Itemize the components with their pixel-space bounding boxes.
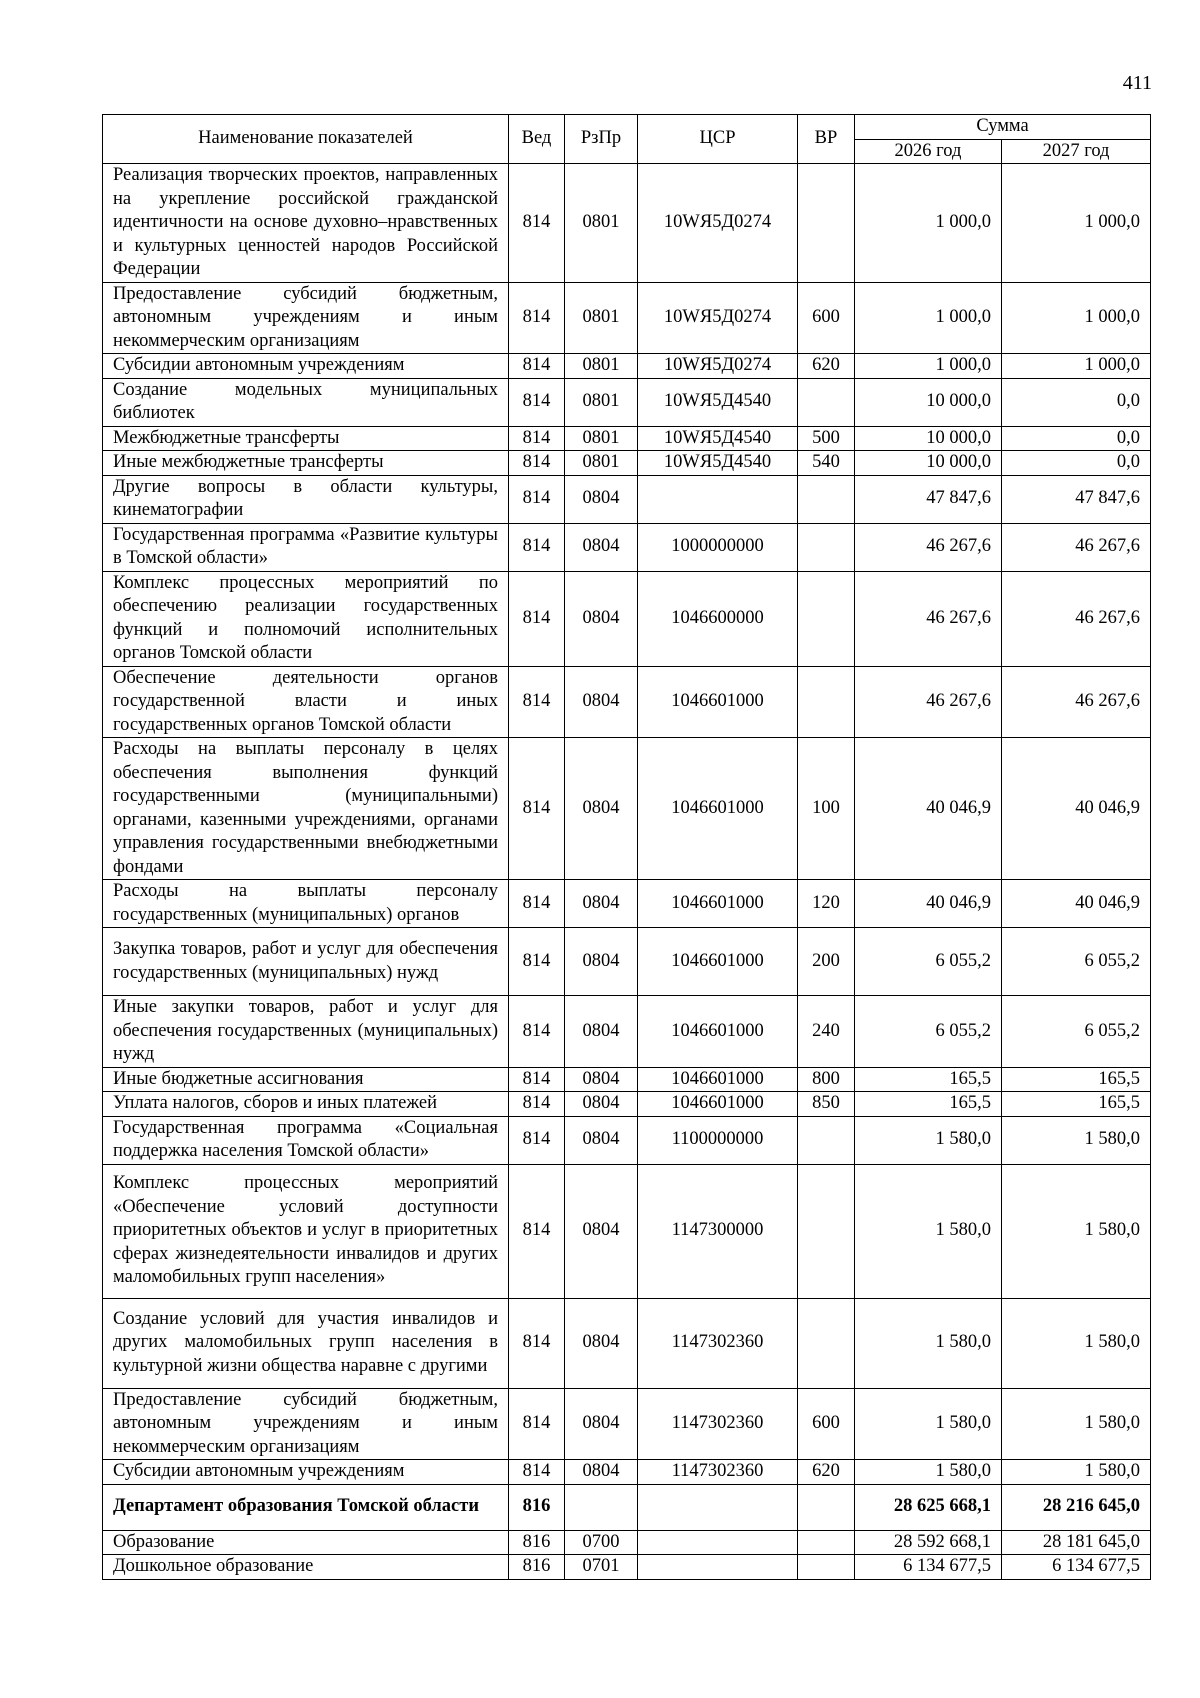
cell-name: Государственная программа «Развитие культуры в Томской области» xyxy=(103,523,509,571)
cell-sum-2027: 28 216 645,0 xyxy=(1002,1484,1151,1530)
header-year-2026: 2026 год xyxy=(855,139,1002,164)
cell-csr: 1046601000 xyxy=(638,928,798,996)
cell-sum-2026: 46 267,6 xyxy=(855,666,1002,738)
cell-vr: 850 xyxy=(798,1092,855,1117)
cell-csr: 10WЯ5Д4540 xyxy=(638,426,798,451)
cell-rzpr: 0801 xyxy=(565,426,638,451)
table-row xyxy=(103,282,1151,354)
cell-name: Дошкольное образование xyxy=(103,1555,509,1580)
cell-ved: 814 xyxy=(509,738,565,880)
cell-sum-2027: 1 580,0 xyxy=(1002,1298,1151,1388)
cell-name: Субсидии автономным учреждениям xyxy=(103,354,509,379)
cell-csr: 1046601000 xyxy=(638,738,798,880)
cell-sum-2027: 28 181 645,0 xyxy=(1002,1530,1151,1555)
cell-sum-2027: 1 580,0 xyxy=(1002,1164,1151,1298)
cell-sum-2027: 40 046,9 xyxy=(1002,738,1151,880)
table-row xyxy=(103,1092,1151,1117)
cell-sum-2027: 1 580,0 xyxy=(1002,1388,1151,1460)
cell-vr xyxy=(798,378,855,426)
cell-ved: 814 xyxy=(509,1460,565,1485)
cell-ved: 814 xyxy=(509,426,565,451)
cell-sum-2026: 1 000,0 xyxy=(855,282,1002,354)
cell-name: Расходы на выплаты персоналу государственных (муниципальных) органов xyxy=(103,880,509,928)
cell-vr: 200 xyxy=(798,928,855,996)
cell-ved: 814 xyxy=(509,928,565,996)
cell-sum-2026: 46 267,6 xyxy=(855,571,1002,666)
cell-rzpr xyxy=(565,1484,638,1530)
cell-sum-2026: 1 580,0 xyxy=(855,1116,1002,1164)
cell-rzpr: 0804 xyxy=(565,571,638,666)
cell-sum-2026: 28 592 668,1 xyxy=(855,1530,1002,1555)
cell-rzpr: 0701 xyxy=(565,1555,638,1580)
table-row xyxy=(103,996,1151,1068)
cell-name: Субсидии автономным учреждениям xyxy=(103,1460,509,1485)
table-row xyxy=(103,1460,1151,1485)
cell-name: Другие вопросы в области культуры, кинематографии xyxy=(103,475,509,523)
table-row xyxy=(103,1530,1151,1555)
cell-rzpr: 0801 xyxy=(565,164,638,283)
cell-ved: 816 xyxy=(509,1484,565,1530)
cell-ved: 814 xyxy=(509,164,565,283)
cell-rzpr: 0801 xyxy=(565,354,638,379)
cell-csr xyxy=(638,1555,798,1580)
cell-sum-2026: 40 046,9 xyxy=(855,738,1002,880)
cell-sum-2027: 0,0 xyxy=(1002,378,1151,426)
cell-sum-2027: 6 134 677,5 xyxy=(1002,1555,1151,1580)
table-row xyxy=(103,1164,1151,1298)
cell-ved: 814 xyxy=(509,880,565,928)
cell-rzpr: 0804 xyxy=(565,1116,638,1164)
cell-vr xyxy=(798,1116,855,1164)
cell-csr: 10WЯ5Д0274 xyxy=(638,282,798,354)
cell-name: Комплекс процессных мероприятий «Обеспечение условий доступности приоритетных объектов и услуг в приоритетных сферах жизнедеятельности инвалидов и других маломобильных групп населения» xyxy=(103,1164,509,1298)
table-row xyxy=(103,451,1151,476)
budget-table xyxy=(102,114,1151,1580)
cell-rzpr: 0804 xyxy=(565,738,638,880)
cell-name: Иные закупки товаров, работ и услуг для обеспечения государственных (муниципальных) нужд xyxy=(103,996,509,1068)
table-row xyxy=(103,1116,1151,1164)
header-csr: ЦСР xyxy=(638,115,798,164)
cell-csr: 1000000000 xyxy=(638,523,798,571)
cell-ved: 814 xyxy=(509,378,565,426)
cell-sum-2027: 47 847,6 xyxy=(1002,475,1151,523)
cell-vr: 600 xyxy=(798,1388,855,1460)
cell-rzpr: 0804 xyxy=(565,1164,638,1298)
cell-ved: 816 xyxy=(509,1555,565,1580)
cell-ved: 814 xyxy=(509,1388,565,1460)
cell-csr xyxy=(638,1484,798,1530)
cell-csr: 1147302360 xyxy=(638,1388,798,1460)
cell-csr: 10WЯ5Д4540 xyxy=(638,451,798,476)
cell-rzpr: 0801 xyxy=(565,451,638,476)
cell-sum-2027: 1 580,0 xyxy=(1002,1116,1151,1164)
table-row xyxy=(103,738,1151,880)
cell-rzpr: 0801 xyxy=(565,282,638,354)
cell-ved: 814 xyxy=(509,475,565,523)
table-row xyxy=(103,354,1151,379)
cell-sum-2026: 6 134 677,5 xyxy=(855,1555,1002,1580)
cell-rzpr: 0804 xyxy=(565,1298,638,1388)
cell-sum-2026: 165,5 xyxy=(855,1067,1002,1092)
table-row xyxy=(103,1484,1151,1530)
table-row xyxy=(103,378,1151,426)
table-row xyxy=(103,1298,1151,1388)
cell-vr: 120 xyxy=(798,880,855,928)
cell-ved: 814 xyxy=(509,1092,565,1117)
cell-ved: 814 xyxy=(509,1164,565,1298)
cell-vr: 100 xyxy=(798,738,855,880)
table-row xyxy=(103,426,1151,451)
table-row xyxy=(103,475,1151,523)
cell-vr xyxy=(798,475,855,523)
cell-rzpr: 0804 xyxy=(565,523,638,571)
cell-sum-2027: 6 055,2 xyxy=(1002,996,1151,1068)
header-year-2027: 2027 год xyxy=(1002,139,1151,164)
cell-sum-2027: 165,5 xyxy=(1002,1067,1151,1092)
cell-ved: 814 xyxy=(509,354,565,379)
page-number: 411 xyxy=(1122,72,1152,94)
cell-vr xyxy=(798,1298,855,1388)
cell-vr xyxy=(798,523,855,571)
cell-ved: 814 xyxy=(509,1298,565,1388)
cell-sum-2027: 0,0 xyxy=(1002,451,1151,476)
cell-rzpr: 0804 xyxy=(565,928,638,996)
cell-name: Межбюджетные трансферты xyxy=(103,426,509,451)
cell-name: Предоставление субсидий бюджетным, автономным учреждениям и иным некоммерческим организациям xyxy=(103,1388,509,1460)
table-row xyxy=(103,523,1151,571)
header-ved: Вед xyxy=(509,115,565,164)
cell-sum-2027: 0,0 xyxy=(1002,426,1151,451)
cell-vr: 540 xyxy=(798,451,855,476)
cell-csr: 10WЯ5Д0274 xyxy=(638,164,798,283)
cell-csr: 1046601000 xyxy=(638,666,798,738)
cell-name: Реализация творческих проектов, направленных на укрепление российской гражданской идентичности на основе духовно–нравственных и культурных ценностей народов Российской Федерации xyxy=(103,164,509,283)
cell-sum-2026: 1 000,0 xyxy=(855,354,1002,379)
table-row xyxy=(103,1388,1151,1460)
cell-sum-2026: 165,5 xyxy=(855,1092,1002,1117)
cell-sum-2026: 1 580,0 xyxy=(855,1298,1002,1388)
table-body xyxy=(103,164,1151,1580)
cell-csr: 1046601000 xyxy=(638,1067,798,1092)
cell-csr: 1046600000 xyxy=(638,571,798,666)
cell-ved: 814 xyxy=(509,666,565,738)
cell-sum-2027: 46 267,6 xyxy=(1002,666,1151,738)
cell-rzpr: 0804 xyxy=(565,1460,638,1485)
table-header xyxy=(103,115,1151,164)
cell-rzpr: 0804 xyxy=(565,1092,638,1117)
cell-sum-2027: 6 055,2 xyxy=(1002,928,1151,996)
cell-vr xyxy=(798,1555,855,1580)
cell-sum-2026: 10 000,0 xyxy=(855,378,1002,426)
cell-sum-2027: 1 580,0 xyxy=(1002,1460,1151,1485)
cell-sum-2026: 1 580,0 xyxy=(855,1164,1002,1298)
cell-vr xyxy=(798,164,855,283)
cell-name: Создание условий для участия инвалидов и других маломобильных групп населения в культурной жизни общества наравне с другими xyxy=(103,1298,509,1388)
cell-name: Закупка товаров, работ и услуг для обеспечения государственных (муниципальных) нужд xyxy=(103,928,509,996)
cell-sum-2026: 47 847,6 xyxy=(855,475,1002,523)
cell-name: Комплекс процессных мероприятий по обеспечению реализации государственных функций и полномочий исполнительных органов Томской области xyxy=(103,571,509,666)
cell-rzpr: 0804 xyxy=(565,996,638,1068)
cell-rzpr: 0804 xyxy=(565,880,638,928)
table-row xyxy=(103,666,1151,738)
cell-rzpr: 0804 xyxy=(565,1388,638,1460)
cell-ved: 814 xyxy=(509,451,565,476)
cell-sum-2027: 1 000,0 xyxy=(1002,354,1151,379)
header-name: Наименование показателей xyxy=(103,115,509,164)
cell-sum-2026: 46 267,6 xyxy=(855,523,1002,571)
cell-csr: 1147300000 xyxy=(638,1164,798,1298)
cell-name: Создание модельных муниципальных библиотек xyxy=(103,378,509,426)
cell-sum-2026: 1 580,0 xyxy=(855,1388,1002,1460)
cell-sum-2026: 6 055,2 xyxy=(855,928,1002,996)
cell-name: Государственная программа «Социальная поддержка населения Томской области» xyxy=(103,1116,509,1164)
cell-sum-2026: 1 000,0 xyxy=(855,164,1002,283)
cell-ved: 816 xyxy=(509,1530,565,1555)
cell-rzpr: 0700 xyxy=(565,1530,638,1555)
cell-rzpr: 0804 xyxy=(565,475,638,523)
cell-vr xyxy=(798,1530,855,1555)
cell-vr xyxy=(798,666,855,738)
cell-vr: 800 xyxy=(798,1067,855,1092)
header-vr: ВР xyxy=(798,115,855,164)
cell-vr: 620 xyxy=(798,1460,855,1485)
cell-sum-2026: 1 580,0 xyxy=(855,1460,1002,1485)
cell-csr xyxy=(638,475,798,523)
header-sum: Сумма xyxy=(855,115,1151,140)
cell-name: Уплата налогов, сборов и иных платежей xyxy=(103,1092,509,1117)
cell-ved: 814 xyxy=(509,282,565,354)
cell-sum-2026: 40 046,9 xyxy=(855,880,1002,928)
cell-sum-2027: 46 267,6 xyxy=(1002,571,1151,666)
cell-csr: 1046601000 xyxy=(638,880,798,928)
cell-vr xyxy=(798,1164,855,1298)
cell-ved: 814 xyxy=(509,1116,565,1164)
cell-sum-2027: 165,5 xyxy=(1002,1092,1151,1117)
cell-name: Иные межбюджетные трансферты xyxy=(103,451,509,476)
cell-rzpr: 0804 xyxy=(565,1067,638,1092)
cell-name: Обеспечение деятельности органов государственной власти и иных государственных органов Томской области xyxy=(103,666,509,738)
cell-name: Расходы на выплаты персоналу в целях обеспечения выполнения функций государственными (муниципальными) органами, казенными учреждениями, органами управления государственными внебюджетными фондами xyxy=(103,738,509,880)
cell-vr xyxy=(798,1484,855,1530)
cell-csr: 10WЯ5Д0274 xyxy=(638,354,798,379)
cell-vr xyxy=(798,571,855,666)
cell-name: Департамент образования Томской области xyxy=(103,1484,509,1530)
table-row xyxy=(103,1067,1151,1092)
cell-sum-2027: 40 046,9 xyxy=(1002,880,1151,928)
cell-vr: 620 xyxy=(798,354,855,379)
table-row xyxy=(103,928,1151,996)
table-row xyxy=(103,1555,1151,1580)
cell-sum-2026: 28 625 668,1 xyxy=(855,1484,1002,1530)
cell-ved: 814 xyxy=(509,571,565,666)
cell-csr: 1147302360 xyxy=(638,1460,798,1485)
cell-vr: 600 xyxy=(798,282,855,354)
table-row xyxy=(103,571,1151,666)
cell-name: Предоставление субсидий бюджетным, автономным учреждениям и иным некоммерческим организациям xyxy=(103,282,509,354)
cell-csr xyxy=(638,1530,798,1555)
cell-rzpr: 0804 xyxy=(565,666,638,738)
cell-sum-2026: 6 055,2 xyxy=(855,996,1002,1068)
cell-vr: 240 xyxy=(798,996,855,1068)
cell-name: Образование xyxy=(103,1530,509,1555)
cell-vr: 500 xyxy=(798,426,855,451)
cell-rzpr: 0801 xyxy=(565,378,638,426)
cell-ved: 814 xyxy=(509,996,565,1068)
cell-sum-2027: 46 267,6 xyxy=(1002,523,1151,571)
cell-csr: 1100000000 xyxy=(638,1116,798,1164)
table-row xyxy=(103,164,1151,283)
cell-csr: 1046601000 xyxy=(638,1092,798,1117)
cell-sum-2026: 10 000,0 xyxy=(855,426,1002,451)
cell-ved: 814 xyxy=(509,523,565,571)
cell-ved: 814 xyxy=(509,1067,565,1092)
cell-name: Иные бюджетные ассигнования xyxy=(103,1067,509,1092)
cell-sum-2027: 1 000,0 xyxy=(1002,282,1151,354)
cell-csr: 1147302360 xyxy=(638,1298,798,1388)
table-row xyxy=(103,880,1151,928)
cell-sum-2026: 10 000,0 xyxy=(855,451,1002,476)
cell-csr: 10WЯ5Д4540 xyxy=(638,378,798,426)
header-rzpr: РзПр xyxy=(565,115,638,164)
cell-csr: 1046601000 xyxy=(638,996,798,1068)
cell-sum-2027: 1 000,0 xyxy=(1002,164,1151,283)
